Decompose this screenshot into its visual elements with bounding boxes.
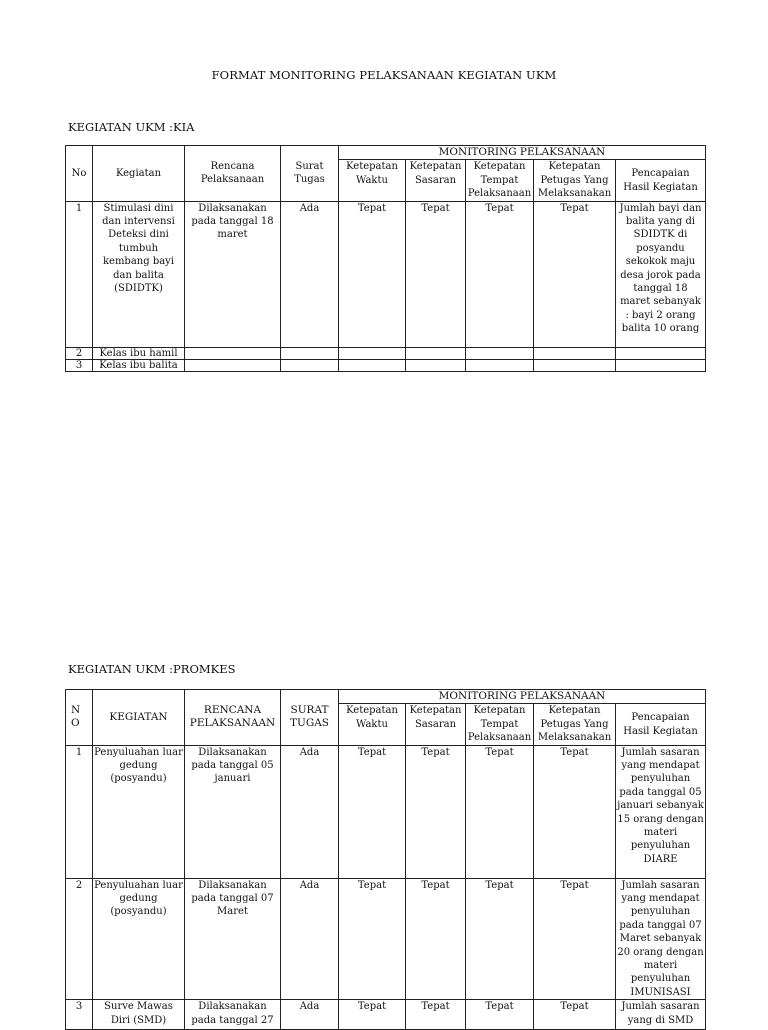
cell-surat <box>281 347 339 359</box>
cell-hasil: Jumlah bayi dan balita yang di SDIDTK di posyandu sekokok maju desa jorok pada tanggal 18 maret sebanyak : bayi 2 orang balita 10 orang <box>616 201 706 347</box>
cell-tempat <box>466 359 534 371</box>
cell-kegiatan: Penyuluahan luar gedung (posyandu) <box>93 878 185 1000</box>
cell-petugas <box>534 359 616 371</box>
header-hasil: Pencapaian Hasil Kegiatan <box>616 160 706 201</box>
cell-hasil <box>616 359 706 371</box>
cell-tempat: Tepat <box>466 878 534 1000</box>
cell-kegiatan: Kelas ibu balita <box>93 359 185 371</box>
header-hasil: Pencapaian Hasil Kegiatan <box>616 704 706 745</box>
cell-waktu: Tepat <box>339 201 406 347</box>
cell-waktu <box>339 359 406 371</box>
cell-petugas: Tepat <box>534 1000 616 1030</box>
header-monitoring: MONITORING PELAKSANAAN <box>339 146 706 160</box>
cell-hasil: Jumlah sasaran yang mendapat penyuluhan pada tanggal 05 januari sebanyak 15 orang dengan materi penyuluhan DIARE <box>616 745 706 878</box>
cell-surat: Ada <box>281 1000 339 1030</box>
header-surat: Surat Tugas <box>281 146 339 202</box>
cell-tempat: Tepat <box>466 1000 534 1030</box>
cell-surat: Ada <box>281 878 339 1000</box>
cell-no: 2 <box>66 878 93 1000</box>
cell-rencana <box>185 359 281 371</box>
table-row <box>66 347 706 359</box>
section-label-promkes: KEGIATAN UKM :PROMKES <box>68 662 236 676</box>
cell-kegiatan: Stimulasi dini dan intervensi Deteksi dini tumbuh kembang bayi dan balita (SDIDTK) <box>93 201 185 347</box>
table-row <box>66 745 706 878</box>
cell-petugas: Tepat <box>534 745 616 878</box>
cell-rencana: Dilaksanakan pada tanggal 27 <box>185 1000 281 1030</box>
header-sasaran: Ketepatan Sasaran <box>406 704 466 745</box>
header-tempat: Ketepatan Tempat Pelaksanaan <box>466 704 534 745</box>
cell-no: 3 <box>66 359 93 371</box>
monitoring-table-kia <box>65 145 706 372</box>
cell-hasil <box>616 347 706 359</box>
header-surat: SURAT TUGAS <box>281 690 339 746</box>
cell-surat <box>281 359 339 371</box>
cell-waktu: Tepat <box>339 1000 406 1030</box>
cell-rencana: Dilaksanakan pada tanggal 07 Maret <box>185 878 281 1000</box>
cell-surat: Ada <box>281 201 339 347</box>
cell-no: 1 <box>66 201 93 347</box>
cell-sasaran <box>406 347 466 359</box>
cell-waktu: Tepat <box>339 745 406 878</box>
section-label-kia: KEGIATAN UKM :KIA <box>68 120 195 134</box>
header-tempat: Ketepatan Tempat Pelaksanaan <box>466 160 534 201</box>
cell-petugas: Tepat <box>534 201 616 347</box>
header-rencana: RENCANA PELAKSANAAN <box>185 690 281 746</box>
page-title: FORMAT MONITORING PELAKSANAAN KEGIATAN UKM <box>211 68 557 82</box>
header-waktu: Ketepatan Waktu <box>339 704 406 745</box>
cell-kegiatan: Surve Mawas Diri (SMD) <box>93 1000 185 1030</box>
cell-surat: Ada <box>281 745 339 878</box>
cell-rencana <box>185 347 281 359</box>
header-rencana: Rencana Pelaksanaan <box>185 146 281 202</box>
cell-kegiatan: Penyuluahan luar gedung (posyandu) <box>93 745 185 878</box>
header-no: N O <box>66 690 93 746</box>
header-waktu: Ketepatan Waktu <box>339 160 406 201</box>
cell-kegiatan: Kelas ibu hamil <box>93 347 185 359</box>
cell-no: 1 <box>66 745 93 878</box>
cell-waktu <box>339 347 406 359</box>
header-petugas: Ketepatan Petugas Yang Melaksanakan <box>534 704 616 745</box>
cell-petugas <box>534 347 616 359</box>
cell-no: 2 <box>66 347 93 359</box>
cell-petugas: Tepat <box>534 878 616 1000</box>
cell-sasaran: Tepat <box>406 201 466 347</box>
header-kegiatan: Kegiatan <box>93 146 185 202</box>
cell-rencana: Dilaksanakan pada tanggal 05 januari <box>185 745 281 878</box>
monitoring-table-promkes <box>65 689 706 1030</box>
header-kegiatan: KEGIATAN <box>93 690 185 746</box>
cell-hasil: Jumlah sasaran yang di SMD <box>616 1000 706 1030</box>
table-row <box>66 1000 706 1030</box>
cell-rencana: Dilaksanakan pada tanggal 18 maret <box>185 201 281 347</box>
table-row <box>66 201 706 347</box>
cell-hasil: Jumlah sasaran yang mendapat penyuluhan pada tanggal 07 Maret sebanyak 20 orang dengan materi penyuluhan IMUNISASI <box>617 879 704 998</box>
header-sasaran: Ketepatan Sasaran <box>406 160 466 201</box>
cell-no: 3 <box>66 1000 93 1030</box>
header-no: No <box>66 146 93 202</box>
cell-tempat: Tepat <box>466 745 534 878</box>
table-row <box>66 359 706 371</box>
header-petugas: Ketepatan Petugas Yang Melaksanakan <box>534 160 616 201</box>
cell-waktu: Tepat <box>339 878 406 1000</box>
cell-tempat <box>466 347 534 359</box>
cell-sasaran: Tepat <box>406 745 466 878</box>
cell-sasaran: Tepat <box>406 1000 466 1030</box>
table-row <box>66 878 706 1000</box>
cell-tempat: Tepat <box>466 201 534 347</box>
cell-sasaran: Tepat <box>406 878 466 1000</box>
cell-sasaran <box>406 359 466 371</box>
header-monitoring: MONITORING PELAKSANAAN <box>339 690 706 704</box>
